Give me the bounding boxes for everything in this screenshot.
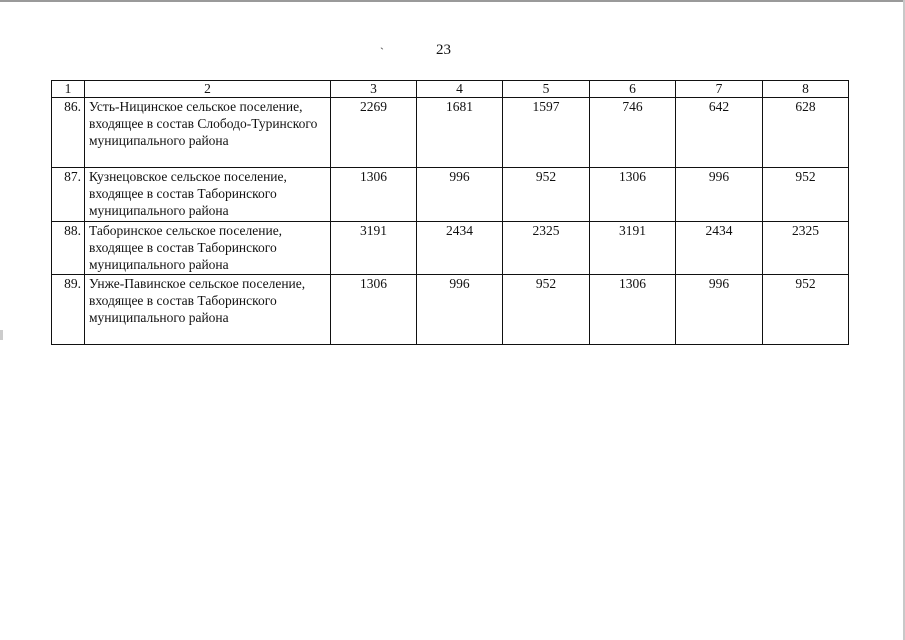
data-table [51, 80, 849, 345]
row-index: 87. [52, 168, 85, 222]
row-value-col4: 996 [417, 275, 503, 345]
row-value-col6: 3191 [590, 222, 676, 275]
row-value-col7: 2434 [676, 222, 763, 275]
row-value-col6: 1306 [590, 168, 676, 222]
table-row [52, 222, 849, 275]
page-number: 23 [436, 42, 451, 58]
row-value-col5: 1597 [503, 98, 590, 168]
row-value-col8: 628 [763, 98, 849, 168]
header-cell-7: 7 [676, 81, 763, 98]
row-value-col3: 2269 [331, 98, 417, 168]
row-value-col7: 996 [676, 275, 763, 345]
header-cell-8: 8 [763, 81, 849, 98]
row-value-col7: 642 [676, 98, 763, 168]
row-value-col7: 996 [676, 168, 763, 222]
row-value-col5: 952 [503, 275, 590, 345]
header-row [52, 81, 849, 98]
row-value-col3: 1306 [331, 275, 417, 345]
scan-top-border [0, 0, 905, 2]
row-index: 86. [52, 98, 85, 168]
row-value-col8: 952 [763, 275, 849, 345]
row-value-col5: 952 [503, 168, 590, 222]
row-value-col8: 2325 [763, 222, 849, 275]
row-value-col3: 3191 [331, 222, 417, 275]
row-value-col6: 746 [590, 98, 676, 168]
table-row [52, 98, 849, 168]
scan-left-mark [0, 330, 3, 340]
row-value-col5: 2325 [503, 222, 590, 275]
row-value-col4: 2434 [417, 222, 503, 275]
row-index: 88. [52, 222, 85, 275]
header-cell-2: 2 [85, 81, 331, 98]
stray-mark: ` [380, 45, 384, 59]
table-row [52, 275, 849, 345]
header-cell-5: 5 [503, 81, 590, 98]
row-value-col4: 1681 [417, 98, 503, 168]
row-value-col8: 952 [763, 168, 849, 222]
row-value-col3: 1306 [331, 168, 417, 222]
row-name: Кузнецовское сельское поселение, входящее в состав Таборинского муниципального района [85, 168, 331, 222]
row-value-col4: 996 [417, 168, 503, 222]
header-cell-4: 4 [417, 81, 503, 98]
header-cell-1: 1 [52, 81, 85, 98]
table-row [52, 168, 849, 222]
row-name: Таборинское сельское поселение, входящее в состав Таборинского муниципального района [85, 222, 331, 275]
row-index: 89. [52, 275, 85, 345]
row-name: Унже-Павинское сельское поселение, входящее в состав Таборинского муниципального района [85, 275, 331, 345]
row-value-col6: 1306 [590, 275, 676, 345]
row-name: Усть-Ницинское сельское поселение, входящее в состав Слободо-Туринского муниципального района [85, 98, 331, 168]
header-cell-3: 3 [331, 81, 417, 98]
header-cell-6: 6 [590, 81, 676, 98]
